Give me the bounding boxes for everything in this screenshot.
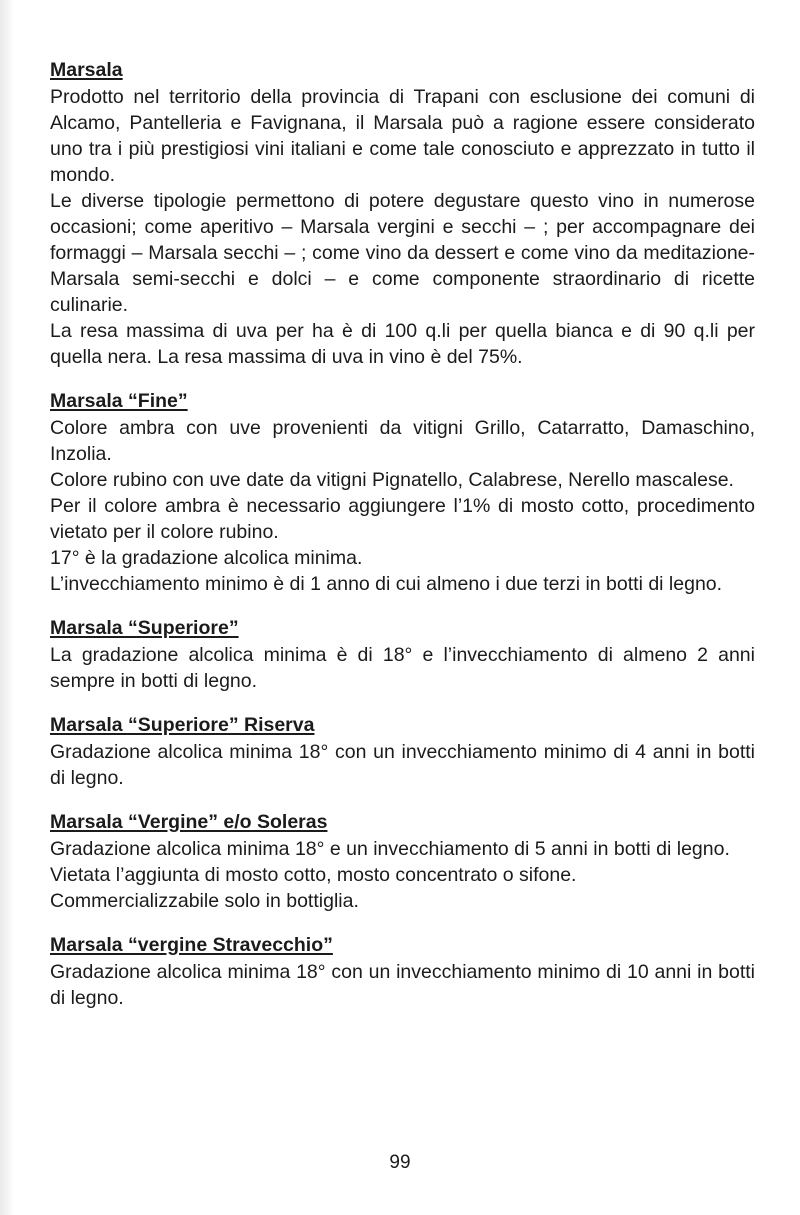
paragraph: L’invecchiamento minimo è di 1 anno di cui almeno i due terzi in botti di legno. bbox=[50, 573, 723, 595]
page-content bbox=[50, 57, 755, 1011]
section-marsala-superiore-riserva bbox=[50, 712, 755, 791]
paragraph: Gradazione alcolica minima 18° con un invecchiamento minimo di 4 anni in botti di legno. bbox=[50, 741, 755, 789]
section-heading: Marsala “Vergine” e/o Soleras bbox=[50, 811, 328, 833]
paragraph: Le diverse tipologie permettono di potere degustare questo vino in numerose occasioni; come aperitivo – Marsala vergini e secchi – ; per accompagnare dei formaggi – Marsala secchi – ; come vino da dessert e come vino da meditazione- Marsala semi-secchi e dolci – e come componente straordinario di ricette culinarie. bbox=[50, 190, 755, 316]
section-heading: Marsala bbox=[50, 59, 123, 81]
page-number: 99 bbox=[389, 1152, 411, 1173]
page-binding-shadow bbox=[0, 0, 14, 1215]
paragraph: La gradazione alcolica minima è di 18° e l’invecchiamento di almeno 2 anni sempre in botti di legno. bbox=[50, 644, 755, 692]
section-marsala bbox=[50, 57, 755, 370]
section-heading: Marsala “Superiore” bbox=[50, 617, 239, 639]
section-heading: Marsala “vergine Stravecchio” bbox=[50, 934, 333, 956]
section-marsala-vergine-stravecchio bbox=[50, 932, 755, 1011]
section-heading: Marsala “Superiore” Riserva bbox=[50, 714, 315, 736]
paragraph: Gradazione alcolica minima 18° con un invecchiamento minimo di 10 anni in botti di legno. bbox=[50, 961, 755, 1009]
paragraph: La resa massima di uva per ha è di 100 q.li per quella bianca e di 90 q.li per quella nera. La resa massima di uva in vino è del 75%. bbox=[50, 320, 755, 368]
section-marsala-fine bbox=[50, 388, 755, 597]
section-marsala-superiore bbox=[50, 615, 755, 694]
paragraph: Vietata l’aggiunta di mosto cotto, mosto concentrato o sifone. bbox=[50, 864, 577, 886]
paragraph: Prodotto nel territorio della provincia di Trapani con esclusione dei comuni di Alcamo, Pantelleria e Favignana, il Marsala può a ragione essere considerato uno tra i più prestigiosi vini italiani e come tale conosciuto e apprezzato in tutto il mondo. bbox=[50, 86, 755, 186]
paragraph: Colore ambra con uve provenienti da vitigni Grillo, Catarratto, Damaschino, Inzolia. bbox=[50, 417, 755, 465]
paragraph: Gradazione alcolica minima 18° e un invecchiamento di 5 anni in botti di legno. bbox=[50, 838, 730, 860]
paragraph: Per il colore ambra è necessario aggiungere l’1% di mosto cotto, procedimento vietato per il colore rubino. bbox=[50, 495, 755, 543]
section-marsala-vergine-soleras bbox=[50, 809, 755, 914]
paragraph: 17° è la gradazione alcolica minima. bbox=[50, 547, 363, 569]
section-heading: Marsala “Fine” bbox=[50, 390, 188, 412]
paragraph: Commercializzabile solo in bottiglia. bbox=[50, 890, 359, 912]
paragraph: Colore rubino con uve date da vitigni Pignatello, Calabrese, Nerello mascalese. bbox=[50, 469, 734, 491]
